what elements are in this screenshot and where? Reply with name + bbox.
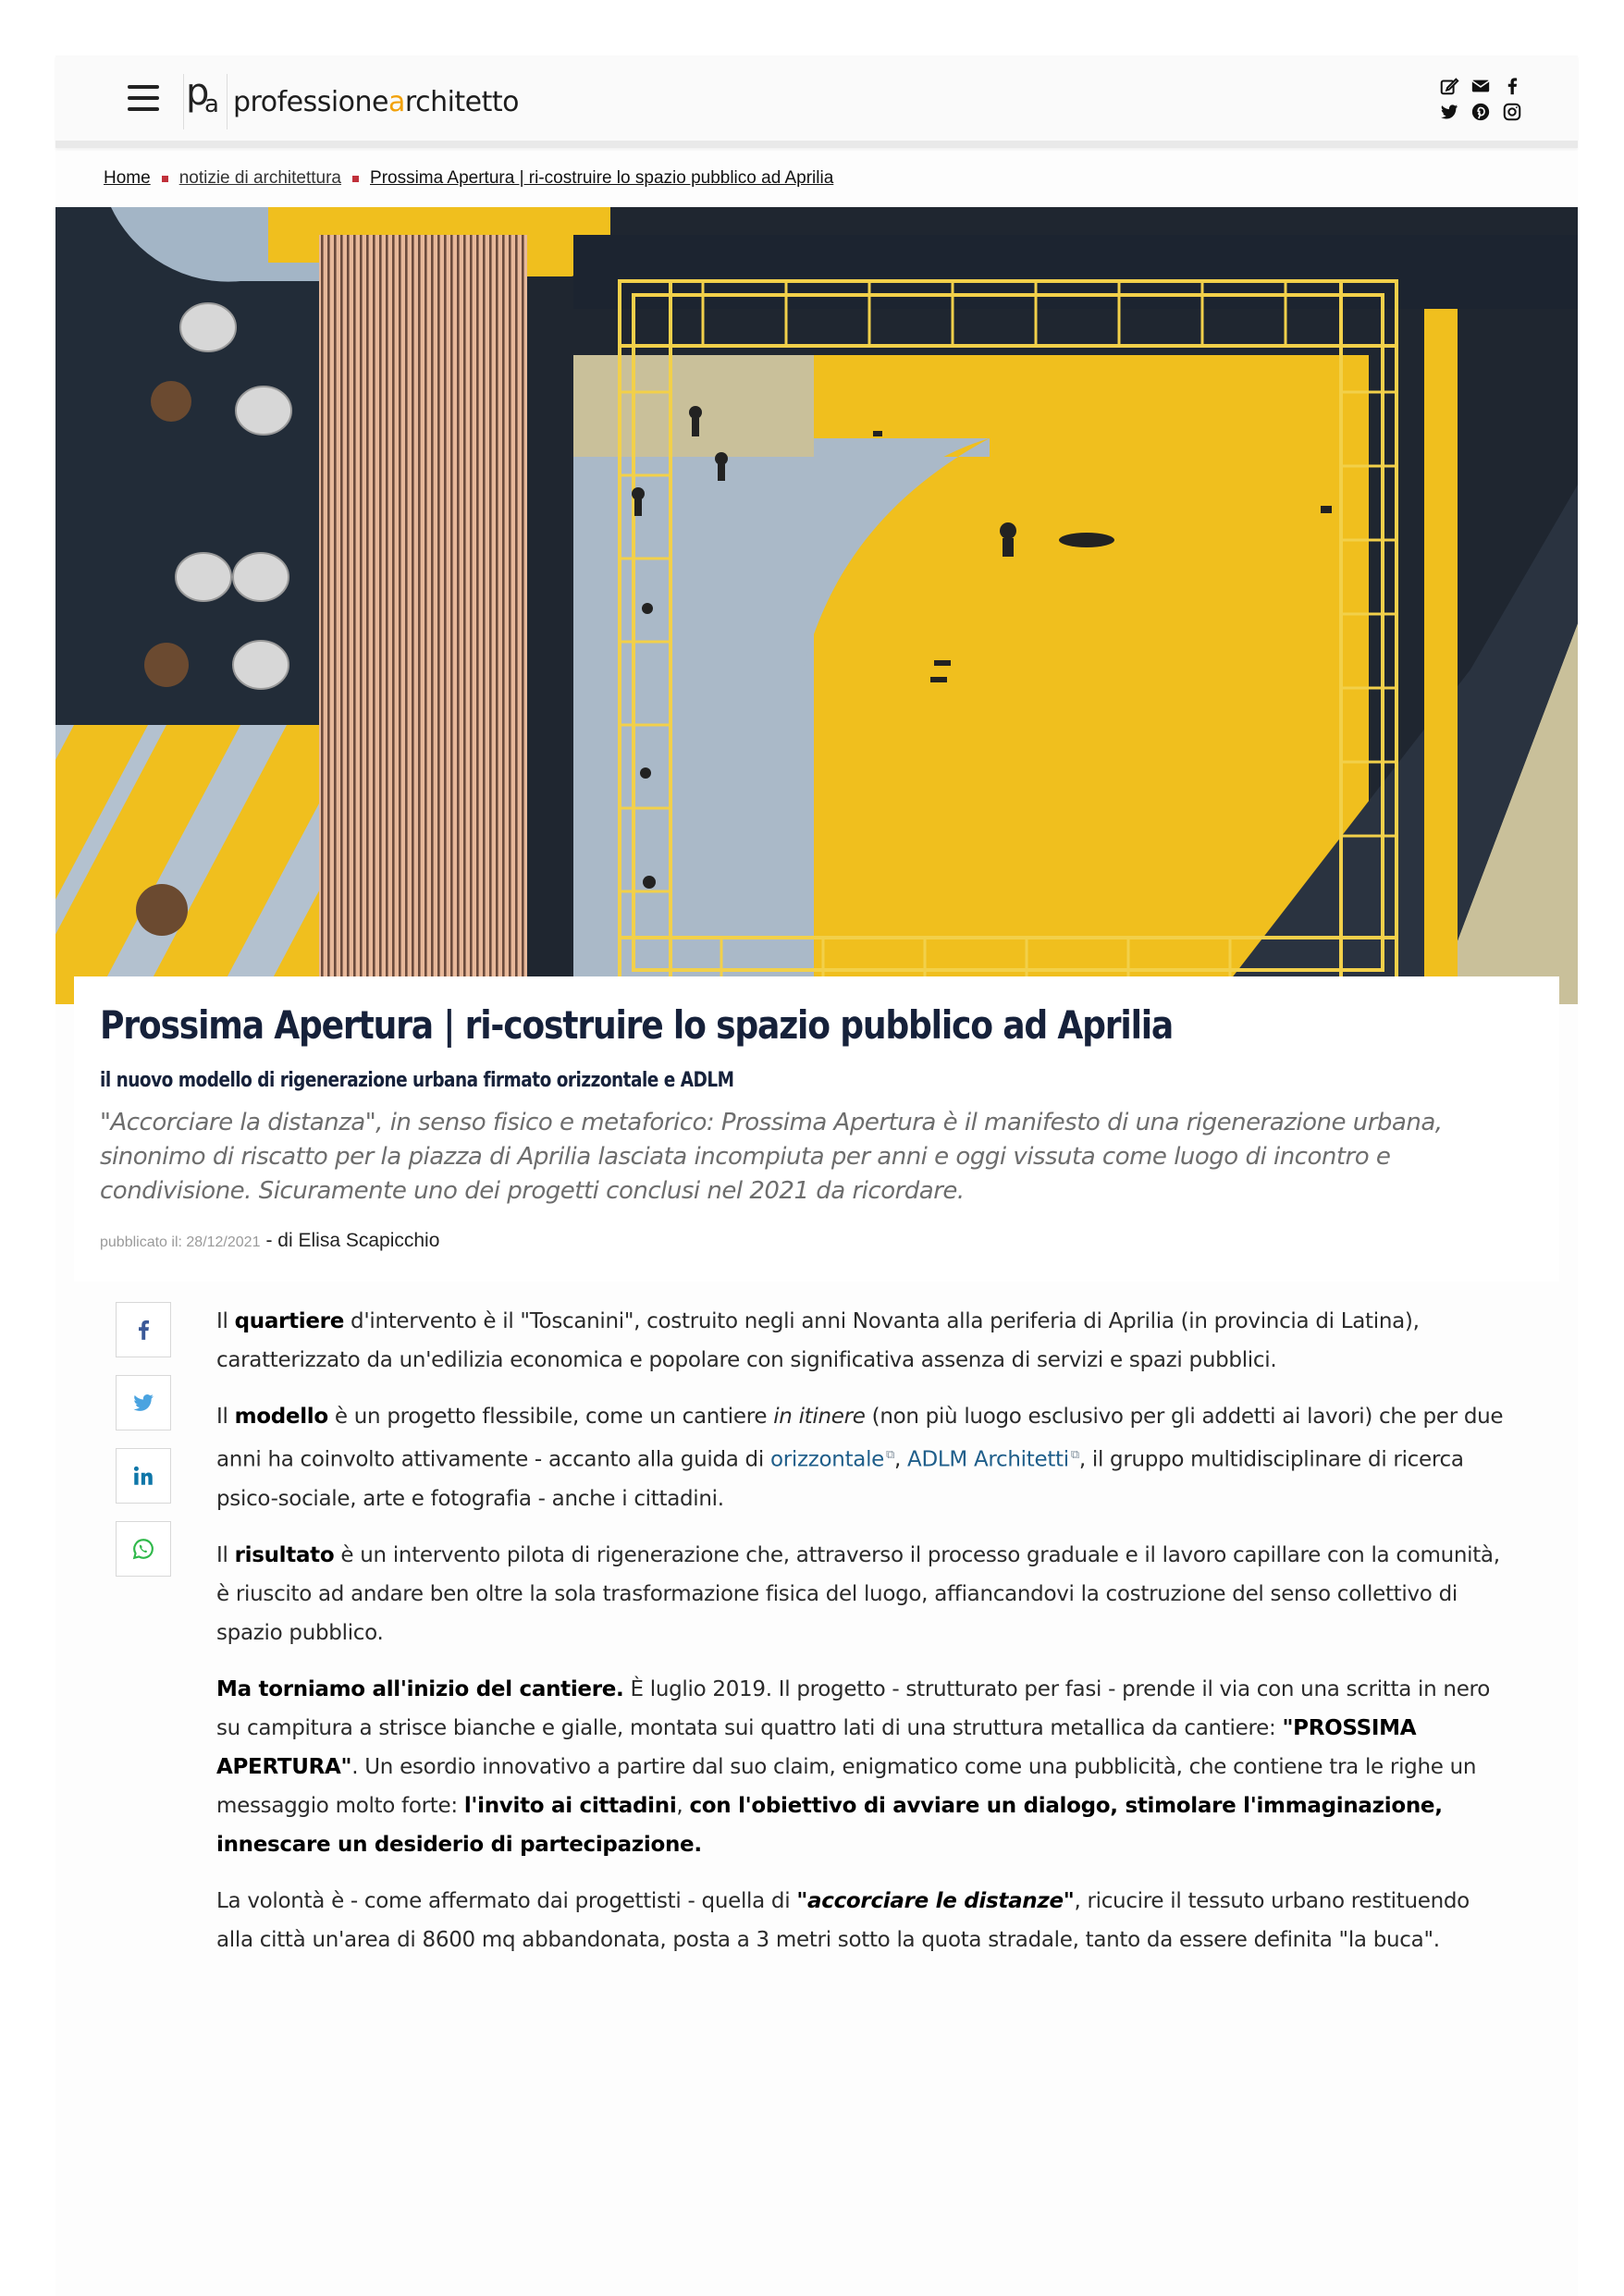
share-facebook-button[interactable] [116,1302,171,1357]
paragraph-modello: Il modello è un progetto flessibile, come un cantiere in itinere (non più luogo esclusivo per gli addetti ai lavori) che per due anni ha coinvolto attivamente - accanto alla guida di orizzontale ⧉, ADLM Architetti ⧉, il gruppo multidisciplinare di ricerca psico-sociale, arte e fotografia - anche i cittadini. [216,1405,1504,1511]
whatsapp-icon [131,1537,155,1561]
instagram-icon[interactable] [1502,102,1522,122]
article-meta [100,1230,439,1252]
published-date: pubblicato il: 28/12/2021 [100,1234,261,1250]
logo-mark-a: a [204,91,219,118]
article-body [216,1302,1511,1977]
mail-icon[interactable] [1470,76,1491,96]
logo-mark-p: p [186,71,210,114]
paragraph-volonta: La volontà è - come affermato dai progettisti - quella di "accorciare le distanze", ricucire il tessuto urbano restituendo alla città un'area di 8600 mq abbandonata, posta a 3 metri sotto la quota stradale, tanto da essere definita "la buca". [216,1888,1470,1952]
breadcrumb [104,168,833,189]
plaza-aerial-photo [55,207,1578,1004]
external-link-icon: ⧉ [886,1448,895,1462]
logo-wordmark: professionearchitetto [233,85,520,118]
paragraph-cantiere: Ma torniamo all'inizio del cantiere. È luglio 2019. Il progetto - strutturato per fasi - prende il via con una scritta in nero su campitura a strisce bianche e gialle, montata sui quattro lati di una struttura metallica da cantiere: "PROSSIMA APERTURA". Un esordio innovativo a partire dal suo claim, enigmatico come una pubblicità, che contiene tra le righe un messaggio molto forte: l'invito ai cittadini, con l'obiettivo di avviare un dialogo, stimolare l'immaginazione, innescare un desiderio di partecipazione. [216,1676,1490,1857]
twitter-icon [131,1391,155,1415]
article-title: Prossima Apertura | ri-costruire lo spazio pubblico ad Aprilia [100,1002,1174,1048]
author-link[interactable]: - di Elisa Scapicchio [265,1230,440,1251]
share-whatsapp-button[interactable] [116,1521,171,1577]
breadcrumb-separator [162,176,168,182]
edit-icon[interactable] [1439,76,1459,96]
linkedin-icon [131,1464,155,1488]
logo-mark [183,71,228,129]
site-logo[interactable] [183,71,520,129]
paragraph-risultato: Il risultato è un intervento pilota di rigenerazione che, attraverso il processo graduale e il lavoro capillare con la comunità, è riuscito ad andare ben oltre la sola trasformazione fisica del luogo, affiancandovi la costruzione del senso collettivo di spazio pubblico. [216,1542,1500,1645]
share-linkedin-button[interactable] [116,1448,171,1504]
breadcrumb-category-link[interactable]: notizie di architettura [178,168,342,188]
breadcrumb-separator [352,176,359,182]
facebook-icon[interactable] [1502,76,1522,96]
article-abstract: "Accorciare la distanza", in senso fisico e metaforico: Prossima Apertura è il manifesto di una rigenerazione urbana, sinonimo di riscatto per la piazza di Aprilia lasciata incompiuta per anni e oggi vissuta come luogo di incontro e condivisione. Sicuramente uno dei progetti conclusi nel 2021 da ricordare. [100,1109,1443,1205]
breadcrumb-current-link[interactable]: Prossima Apertura | ri-costruire lo spazio pubblico ad Aprilia [370,168,834,188]
link-orizzontale[interactable]: orizzontale [769,1447,885,1472]
link-adlm-architetti[interactable]: ADLM Architetti [907,1447,1069,1472]
header-social-icons [1433,76,1526,122]
share-twitter-button[interactable] [116,1375,171,1430]
twitter-icon[interactable] [1439,102,1459,122]
share-buttons [116,1302,171,1594]
paragraph-quartiere: Il quartiere d'intervento è il "Toscanini", costruito negli anni Novanta alla periferia di Aprilia (in provincia di Latina), caratterizzato da un'edilizia economica e popolare con significativa assenza di servizi e spazi pubblici. [216,1309,1420,1372]
article-subtitle: il nuovo modello di rigenerazione urbana firmato orizzontale e ADLM [100,1069,734,1092]
pinterest-icon[interactable] [1470,102,1491,122]
hero-image [55,207,1578,1004]
breadcrumb-home-link[interactable]: Home [104,168,151,188]
external-link-icon: ⧉ [1070,1448,1079,1462]
site-header [55,55,1578,148]
facebook-icon [131,1318,155,1342]
menu-icon[interactable] [128,85,159,111]
